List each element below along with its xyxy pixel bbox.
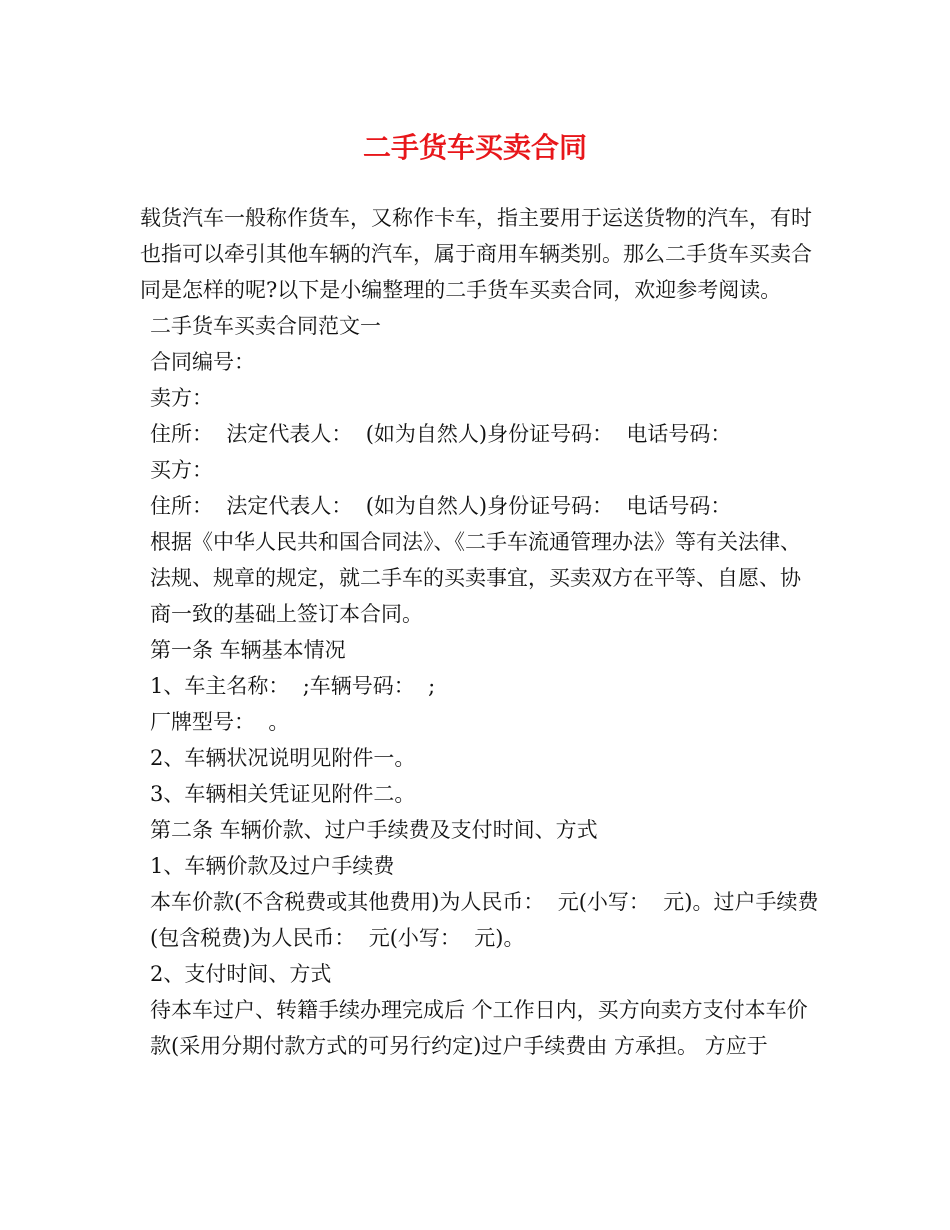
- document-paragraph: 根据《中华人民共和国合同法》、《二手车流通管理办法》等有关法律、法规、规章的规定，就二手车的买卖事宜，买卖双方在平等、自愿、协商一致的基础上签订本合同。: [150, 530, 801, 626]
- document-paragraph: 住所： 法定代表人： (如为自然人)身份证号码： 电话号码：: [150, 494, 732, 518]
- document-paragraph: 待本车过户、转籍手续办理完成后 个工作日内，买方向卖方支付本车价款(采用分期付款方式的可另行约定)过户手续费由 方承担。 方应于: [150, 998, 808, 1058]
- document-paragraph: 合同编号：: [150, 350, 255, 374]
- document-paragraph: 第一条 车辆基本情况: [150, 638, 346, 662]
- document-paragraph: 1、车辆价款及过户手续费: [150, 854, 395, 878]
- document-body: [140, 200, 820, 1064]
- document-paragraph: 载货汽车一般称作货车，又称作卡车，指主要用于运送货物的汽车，有时也指可以牵引其他车辆的汽车，属于商用车辆类别。那么二手货车买卖合同是怎样的呢?以下是小编整理的二手货车买卖合同，欢迎参考阅读。: [140, 206, 812, 302]
- document-paragraph: 卖方：: [150, 386, 213, 410]
- document-paragraph: 第二条 车辆价款、过户手续费及支付时间、方式: [150, 818, 598, 842]
- document-paragraph: 本车价款(不含税费或其他费用)为人民币： 元(小写： 元)。过户手续费(包含税费)为人民币： 元(小写： 元)。: [150, 890, 819, 950]
- document-paragraph: 3、车辆相关凭证见附件二。: [150, 782, 416, 806]
- document-paragraph: 2、支付时间、方式: [150, 962, 332, 986]
- document-title: 二手货车买卖合同: [362, 131, 587, 164]
- document-paragraph: 二手货车买卖合同范文一: [150, 314, 381, 338]
- document-paragraph: 买方：: [150, 458, 213, 482]
- document-paragraph: 2、车辆状况说明见附件一。: [150, 746, 416, 770]
- document-paragraph: 住所： 法定代表人： (如为自然人)身份证号码： 电话号码：: [150, 422, 732, 446]
- document-paragraph: 1、车主名称： ;车辆号码： ;: [150, 674, 436, 698]
- document-paragraph: 厂牌型号： 。: [150, 710, 290, 734]
